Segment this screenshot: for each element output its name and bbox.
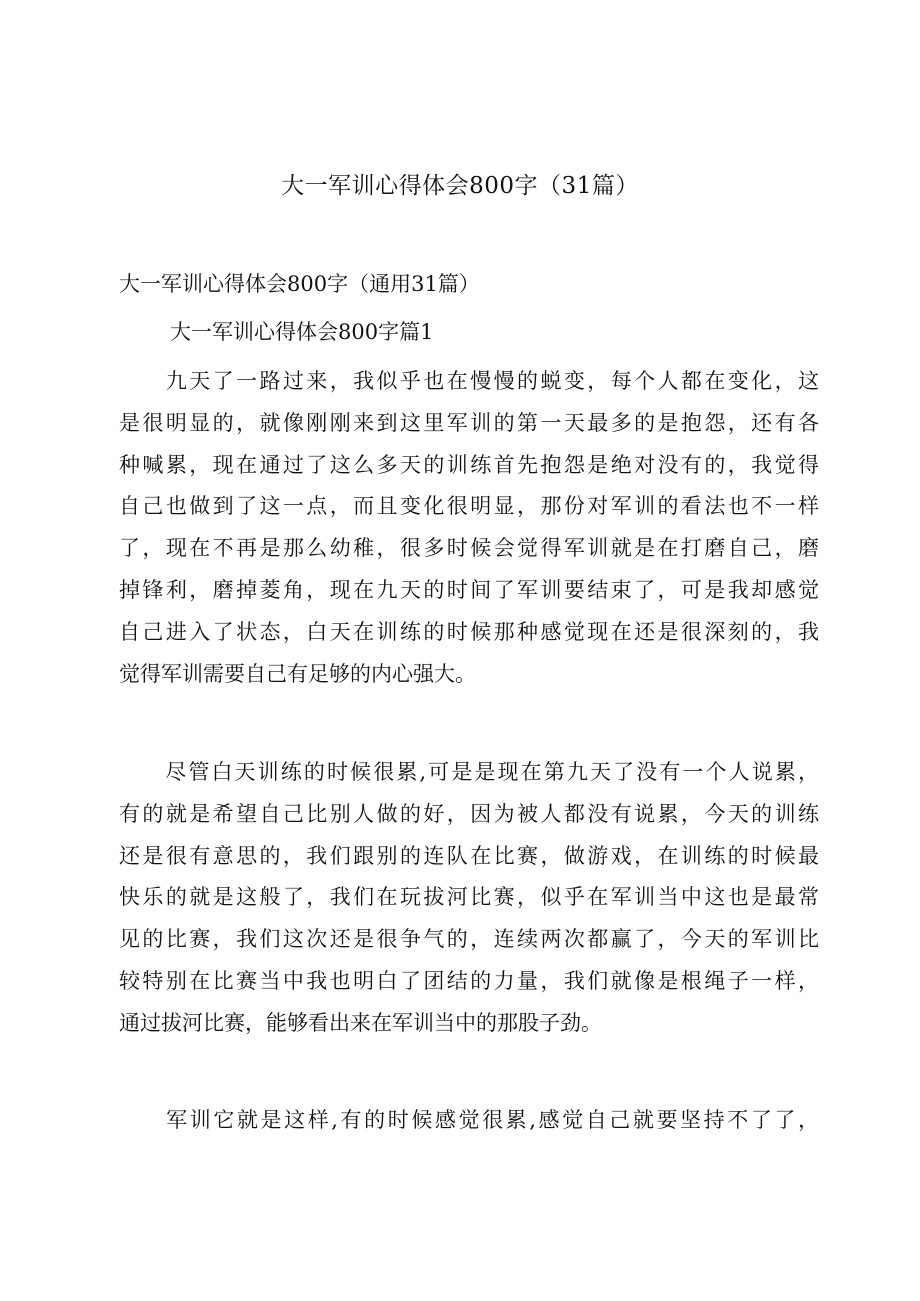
- paragraph-line: 有的就是希望自己比别人做的好，因为被人都没有说累，今天的训练: [119, 801, 819, 826]
- paragraph-line: 自己也做到了这一点，而且变化很明显，那份对军训的看法也不一样: [119, 494, 819, 519]
- paragraph-line: 见的比赛，我们这次还是很争气的，连续两次都赢了，今天的军训比: [119, 927, 819, 952]
- paragraph-line: 掉锋利，磨掉菱角，现在九天的时间了军训要结束了，可是我却感觉: [119, 577, 819, 602]
- paragraph-1: [119, 361, 819, 695]
- paragraph-line: 九天了一路过来，我似乎也在慢慢的蜕变，每个人都在变化，这: [119, 369, 819, 393]
- paragraph-line: 快乐的就是这般了，我们在玩拔河比赛，似乎在军训当中这也是最常: [119, 885, 819, 910]
- paragraph-line: 了，现在不再是那么幼稚，很多时候会觉得军训就是在打磨自己，磨: [119, 536, 819, 561]
- document-title: 大一军训心得体会800字（31篇）: [281, 173, 639, 199]
- paragraph-line: 觉得军训需要自己有足够的内心强大。: [119, 661, 476, 686]
- paragraph-line: 是很明显的，就像刚刚来到这里军训的第一天最多的是抱怨，还有各: [119, 410, 819, 435]
- paragraph-line: 通过拔河比赛，能够看出来在军训当中的那股子劲。: [119, 1010, 602, 1035]
- section-heading: 大一军训心得体会800字篇1: [170, 320, 434, 344]
- paragraph-line: 种喊累，现在通过了这么多天的训练首先抱怨是绝对没有的，我觉得: [119, 452, 819, 477]
- paragraph-line: 较特别在比赛当中我也明白了团结的力量，我们就像是根绳子一样，: [119, 968, 819, 993]
- paragraph-line: 军训它就是这样,有的时候感觉很累,感觉自己就要坚持不了了，: [119, 1108, 819, 1132]
- paragraph-3: [119, 1100, 819, 1142]
- paragraph-line: 自己进入了状态，白天在训练的时候那种感觉现在还是很深刻的，我: [119, 619, 819, 644]
- document-subtitle: 大一军训心得体会800字（通用31篇）: [119, 272, 480, 296]
- paragraph-line: 尽管白天训练的时候很累,可是是现在第九天了没有一个人说累，: [119, 760, 819, 784]
- paragraph-2: [119, 752, 819, 1045]
- paragraph-line: 还是很有意思的，我们跟别的连队在比赛，做游戏，在训练的时候最: [119, 843, 819, 868]
